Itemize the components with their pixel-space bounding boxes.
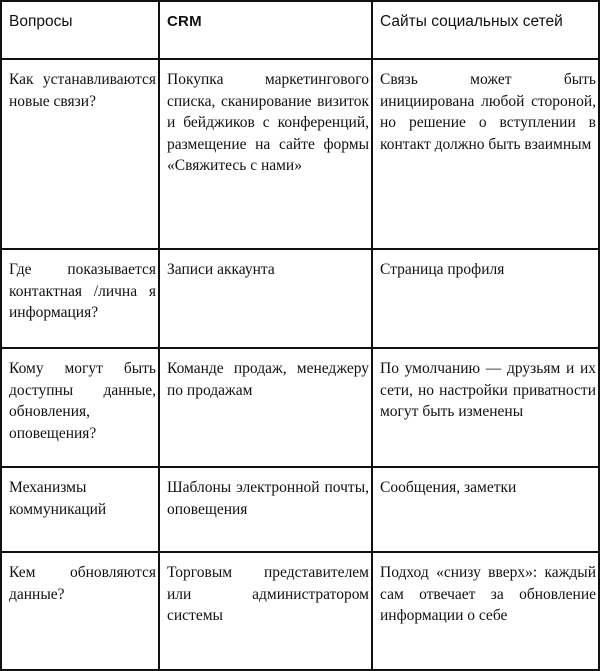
question-cell: Кому могут быть доступны данные, обновления, оповещения? (1, 348, 159, 467)
crm-cell: Команде продаж, менеджеру по продажам (159, 348, 372, 467)
header-crm: CRM (159, 1, 372, 59)
table-row (1, 59, 599, 249)
social-cell: Подход «снизу вверх»: каждый сам отвечает за обновление информации о себе (372, 552, 599, 670)
table-row (1, 552, 599, 670)
table-header-row (1, 1, 599, 59)
table-row (1, 348, 599, 467)
social-cell: Сообщения, заметки (372, 467, 599, 552)
table-row (1, 467, 599, 552)
social-cell: Страница профиля (372, 249, 599, 348)
social-cell: Связь может быть инициирована любой стороной, но решение о вступлении в контакт должно быть взаимным (372, 59, 599, 249)
crm-cell: Шаблоны электронной почты, оповещения (159, 467, 372, 552)
table-row (1, 249, 599, 348)
social-cell: По умолчанию — друзьям и их сети, но настройки приватности могут быть изменены (372, 348, 599, 467)
question-cell: Механизмы коммуникаций (1, 467, 159, 552)
crm-cell: Торговым представителем или администратором системы (159, 552, 372, 670)
question-cell: Где показывается контактная /лична я информация? (1, 249, 159, 348)
crm-cell: Покупка маркетингового списка, сканирование визиток и бейджиков с конференций, размещение на сайте формы «Свяжитесь с нами» (159, 59, 372, 249)
header-questions: Вопросы (1, 1, 159, 59)
question-cell: Как устанавливаются новые связи? (1, 59, 159, 249)
question-cell: Кем обновляются данные? (1, 552, 159, 670)
header-social-sites: Сайты социальных сетей (372, 1, 599, 59)
crm-cell: Записи аккаунта (159, 249, 372, 348)
